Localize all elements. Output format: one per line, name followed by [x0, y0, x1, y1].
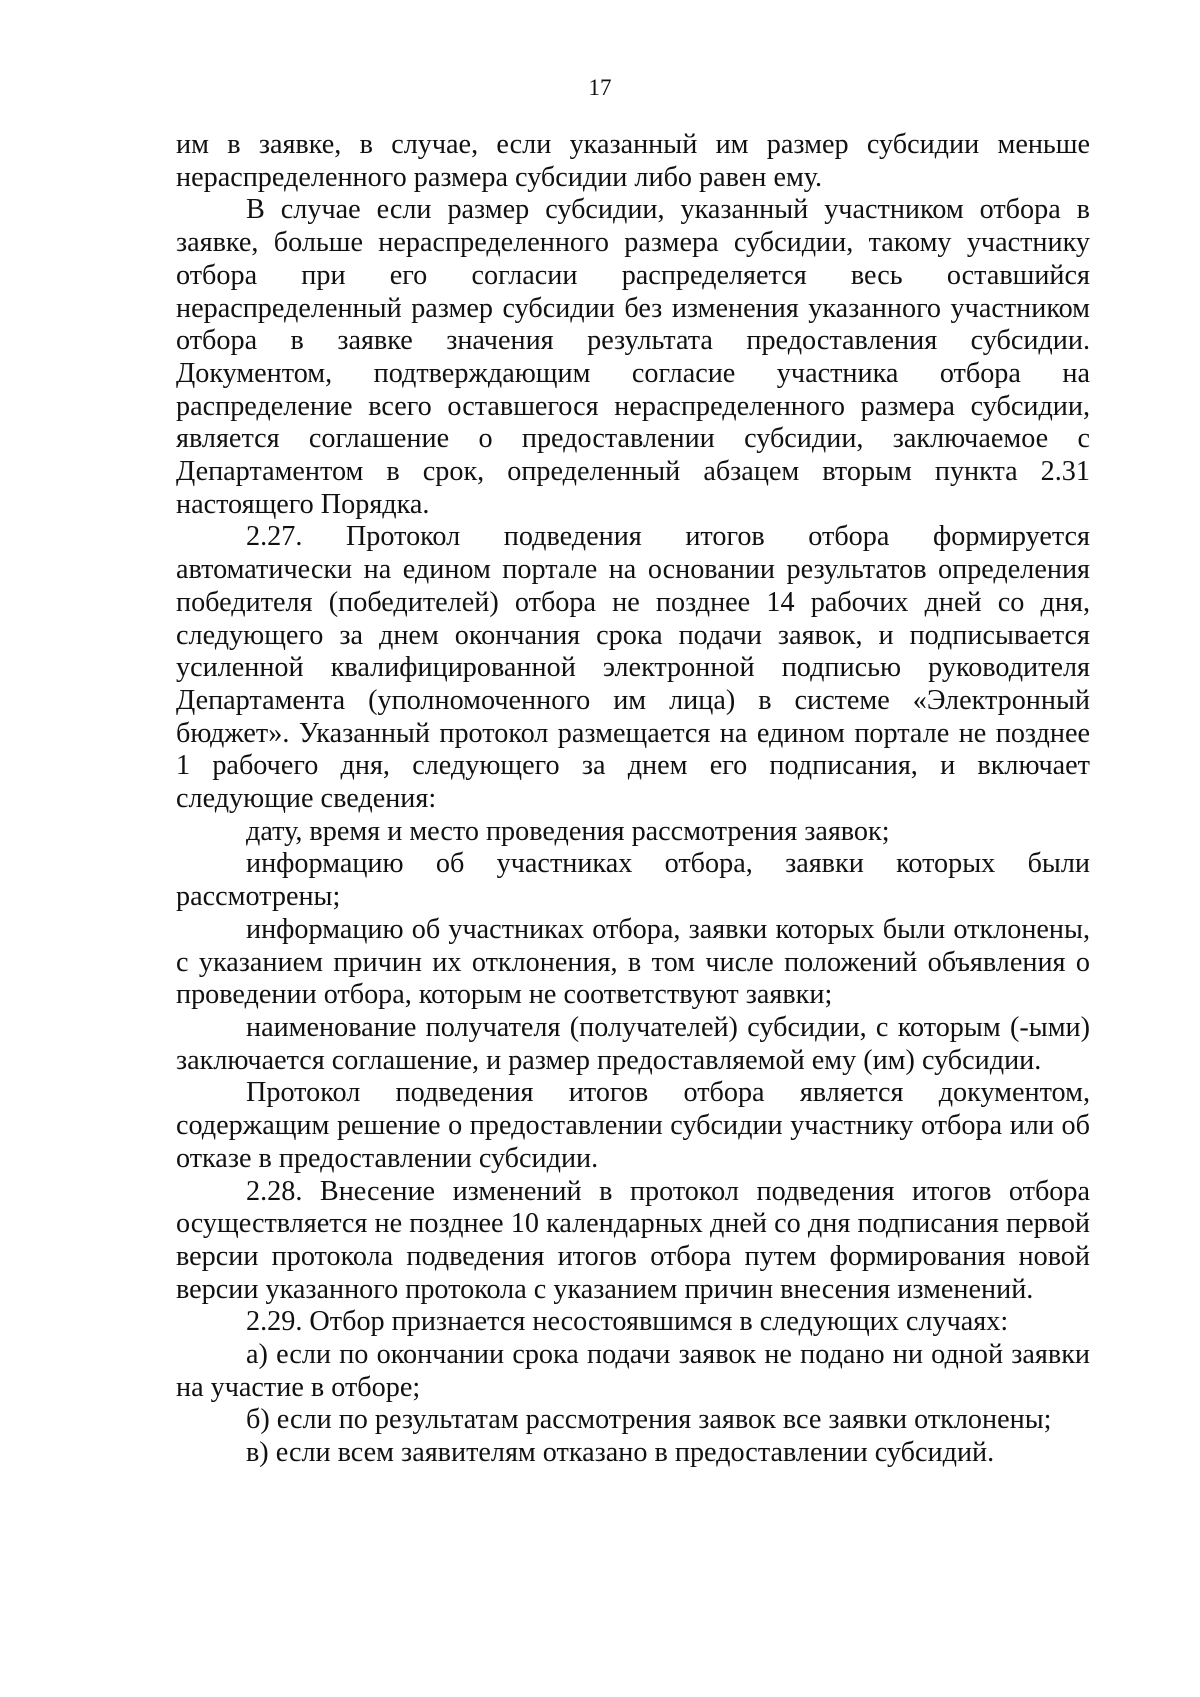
- paragraph: дату, время и место проведения рассмотрения заявок;: [246, 815, 890, 847]
- paragraph: наименование получателя (получателей) субсидии, с которым (-ыми) заключается соглашение, и размер предоставляемой ему (им) субсидии.: [176, 1011, 1090, 1076]
- document-body: [176, 129, 1090, 1470]
- paragraph: им в заявке, в случае, если указанный им размер субсидии меньше нераспределенного размера субсидии либо равен ему.: [176, 129, 1090, 193]
- paragraph: 2.27. Протокол подведения итогов отбора формируется автоматически на едином портале на основании результатов определения победителя (победителей) отбора не позднее 14 рабочих дней со дня, следующего за днем окончания срока подачи заявок, и подписывается усиленной квалифицированной электронной подписью руководителя Департамента (уполномоченного им лица) в системе «Электронный бюджет». Указанный протокол размещается на едином портале не позднее 1 рабочего дня, следующего за днем его подписания, и включает следующие сведения:: [176, 521, 1090, 815]
- paragraph: В случае если размер субсидии, указанный участником отбора в заявке, больше нераспределенного размера субсидии, такому участнику отбора при его согласии распределяется весь оставшийся нераспределенный размер субсидии без изменения указанного участником отбора в заявке значения результата предоставления субсидии. Документом, подтверждающим согласие участника отбора на распределение всего оставшегося нераспределенного размера субсидии, является соглашение о предоставлении субсидии, заключаемое с Департаментом в срок, определенный абзацем вторым пункта 2.31 настоящего Порядка.: [176, 194, 1090, 520]
- paragraph: в) если всем заявителям отказано в предоставлении субсидий.: [246, 1437, 995, 1469]
- paragraph: информацию об участниках отбора, заявки которых были рассмотрены;: [176, 848, 1090, 913]
- paragraph: б) если по результатам рассмотрения заявок все заявки отклонены;: [246, 1404, 1052, 1436]
- paragraph: 2.28. Внесение изменений в протокол подведения итогов отбора осуществляется не позднее 10 календарных дней со дня подписания первой версии протокола подведения итогов отбора путем формирования новой версии указанного протокола с указанием причин внесения изменений.: [176, 1175, 1090, 1305]
- paragraph: а) если по окончании срока подачи заявок не подано ни одной заявки на участие в отборе;: [176, 1339, 1090, 1403]
- paragraph: 2.29. Отбор признается несостоявшимся в следующих случаях:: [246, 1306, 1009, 1338]
- paragraph: информацию об участниках отбора, заявки которых были отклонены, с указанием причин их отклонения, в том числе положений объявления о проведении отбора, которым не соответствуют заявки;: [176, 913, 1090, 1011]
- page-number: 17: [588, 75, 612, 100]
- paragraph: Протокол подведения итогов отбора является документом, содержащим решение о предоставлении субсидии участнику отбора или об отказе в предоставлении субсидии.: [176, 1077, 1090, 1174]
